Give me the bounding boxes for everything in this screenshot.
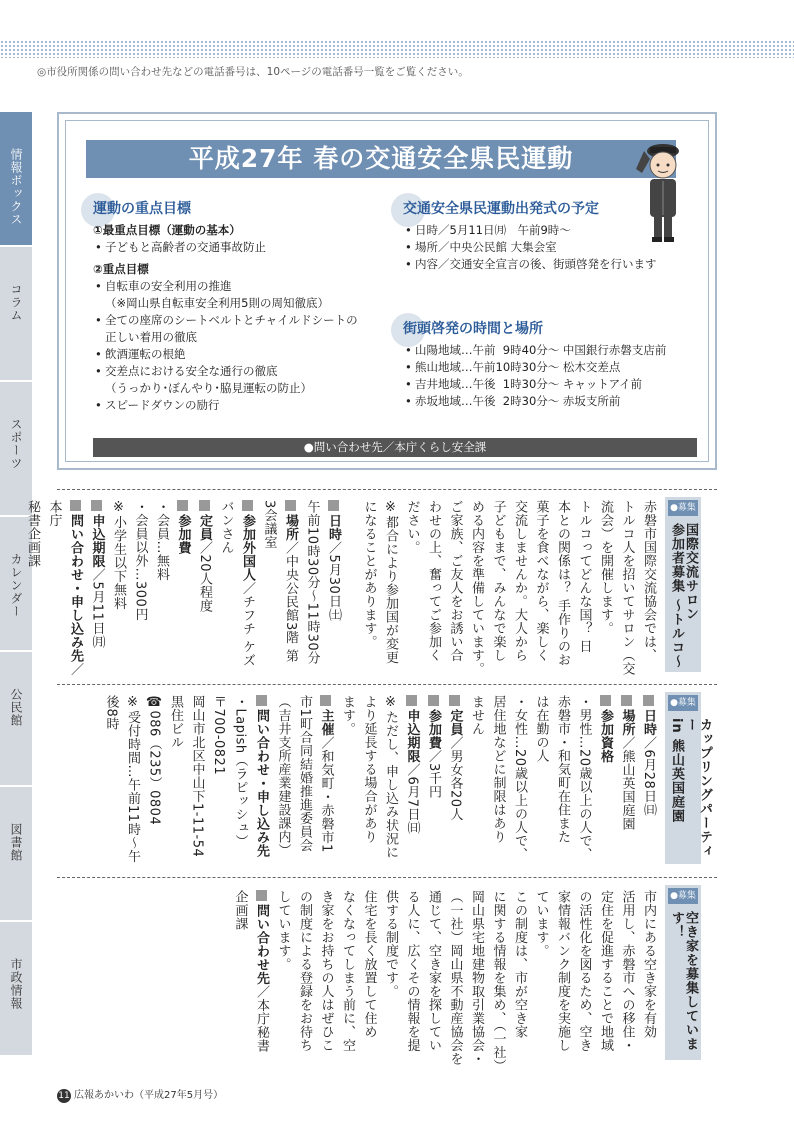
goals-section: 運動の重点目標 ①最重点目標（運動の基本） • 子どもと高齢者の交通事故防止 ②重点目標 • 自転車の安全利用の推進 （※岡山県自転車安全利用5則の周知徹底） • 全ての座席のシートベルトとチャイルドシートの 正しい着用の徹底 • 飲酒運転の根絶 • 交差点における安全な通行の徹底 （うっかり･ぼんやり･脇見運転の防止） • スピードダウンの励行 [93,201,383,414]
list-item: • 交差点における安全な通行の徹底 （うっかり･ぼんやり･脇見運転の防止） [93,363,383,397]
goals-heading: 運動の重点目標 [93,201,383,218]
side-tab-city-info[interactable]: 市政情報 [0,922,32,1055]
top-note: ◎市役所関係の問い合わせ先などの電話番号は、10ページの電話番号一覧をご覧ください。 [37,66,469,78]
salon-body: 赤磐市国際交流協会では、 トルコ人を招いてサロン（交 流会）を開催します。 トルコってどんな国？ 日 本との関係は？ 手作りのお 菓子を食べながら、楽しく 交流しませんか。大人から 子どもまで、みんなで楽し める内容を準備しています。 ご家族、ご友人をお誘い合 わせの上、奮ってご参加く ださい。 ※都合により参加国が変更 になることがあります。 [361,500,656,676]
side-tab-library[interactable]: 図書館 [0,787,32,920]
ceremony-section [403,201,703,273]
list-item: • スピードダウンの励行 [93,397,383,414]
list-item: • 熊山地域…午前10時30分〜 松木交差点 [403,359,703,376]
list-item: • 山陽地域…午前 9時40分〜 中国銀行赤磐支店前 [403,342,703,359]
divider [57,877,717,878]
list-item: • 飲酒運転の根絶 [93,346,383,363]
traffic-campaign-box [57,112,717,470]
side-tab-column[interactable]: コラム [0,247,32,380]
akiya-heading-box: ●募集 空き家を募集しています！ [665,885,701,1060]
side-tab-calendar[interactable]: カレンダー [0,517,32,650]
side-tab-sports[interactable]: スポーツ [0,382,32,515]
street-section [403,321,703,410]
list-item: • 日時／5月11日㈪ 午前9時〜 [403,222,703,239]
campaign-title: 平成27年 春の交通安全県民運動 [86,140,676,178]
list-item: • 内容／交通安全宣言の後、街頭啓発を行います [403,256,703,273]
ceremony-heading: 交通安全県民運動出発式の予定 [403,201,703,218]
list-item: • 赤坂地域…午後 2時30分〜 赤坂支所前 [403,393,703,410]
goal2-list [93,278,383,414]
street-heading: 街頭啓発の時間と場所 [403,321,703,338]
salon-heading-box: ●募集 国際交流サロン 参加者募集 〜トルコ〜 [665,497,701,672]
campaign-contact-bar: ●問い合わせ先／本庁くらし安全課 [93,438,697,457]
divider [57,684,717,685]
party-details: 日時／6月28日㈰ 場所／熊山英国庭園 参加資格 ・男性…20歳以上の人で、 赤磐市・和気町在住また は在勤の人 ・女性…20歳以上の人で、 居住地などに制限はあり ません 定員／男女各20人 参加費／3千円 申込期限／6月7日㈰ ※ただし、申し込み状況に より延長する場合があり ます。 主催／和気町・赤磐市1 市1町合同結婚推進委員会 （吉井支所産業建設課内） 問い合わせ・申し込み先 ・Lapish（ラピッシュ） 〒700-0821 岡山市北区中山下1-11-54 黒住ビル ☎086（235）0804 ※受付時間…午前11時〜午 後8時 [103,695,656,864]
list-item: • 自転車の安全利用の推進 （※岡山県自転車安全利用5則の周知徹底） [93,278,383,312]
page-number: 11 [58,1091,70,1101]
list-item: • 場所／中央公民館 大集会室 [403,239,703,256]
side-tab-info-box[interactable]: 情報ボックス [0,112,32,245]
akiya-body: 市内にある空き家を有効 活用し、赤磐市への移住・ 定住を促進することで地域 の活性化を図るため、空き 家情報バンク制度を実施し ています。 この制度は、市が空き家 に関する情報を集め、（一社） 岡山県宅地建物取引業協会・ （一社）岡山県不動産協会を 通じて、空き家を探してい る人に、広くその情報を提 供する制度です。 住宅を長く放置して住め なくなってしまう前に、空 き家をお持ちの人はぜひこ の制度による登録をお待ち しています。 問い合わせ先／本庁秘書 企画課 [232,890,656,1073]
party-heading-box: ●募集 カップリングパーティー in 熊山英国庭園 [665,692,701,864]
side-tab-community-center[interactable]: 公民館 [0,652,32,785]
list-item: • 吉井地域…午後 1時30分〜 キャットアイ前 [403,376,703,393]
list-item: • 全ての座席のシートベルトとチャイルドシートの 正しい着用の徹底 [93,312,383,346]
salon-details: 日時／5月30日㈯ 午前10時30分〜11時30分 場所／中央公民館3階 第 3会議室 参加外国人／チフチ ケズ バンさん 定員／20人程度 参加費 ・会員…無料 ・会員以外…300円 ※小学生以下無料 申込期限／5月11日㈪ 問い合わせ・申し込み先／本庁 秘書企画課 [25,500,341,676]
divider [57,489,717,490]
page-footer: 11 広報あかいわ（平成27年5月号） [58,1090,224,1101]
header-dot-band [0,40,794,58]
